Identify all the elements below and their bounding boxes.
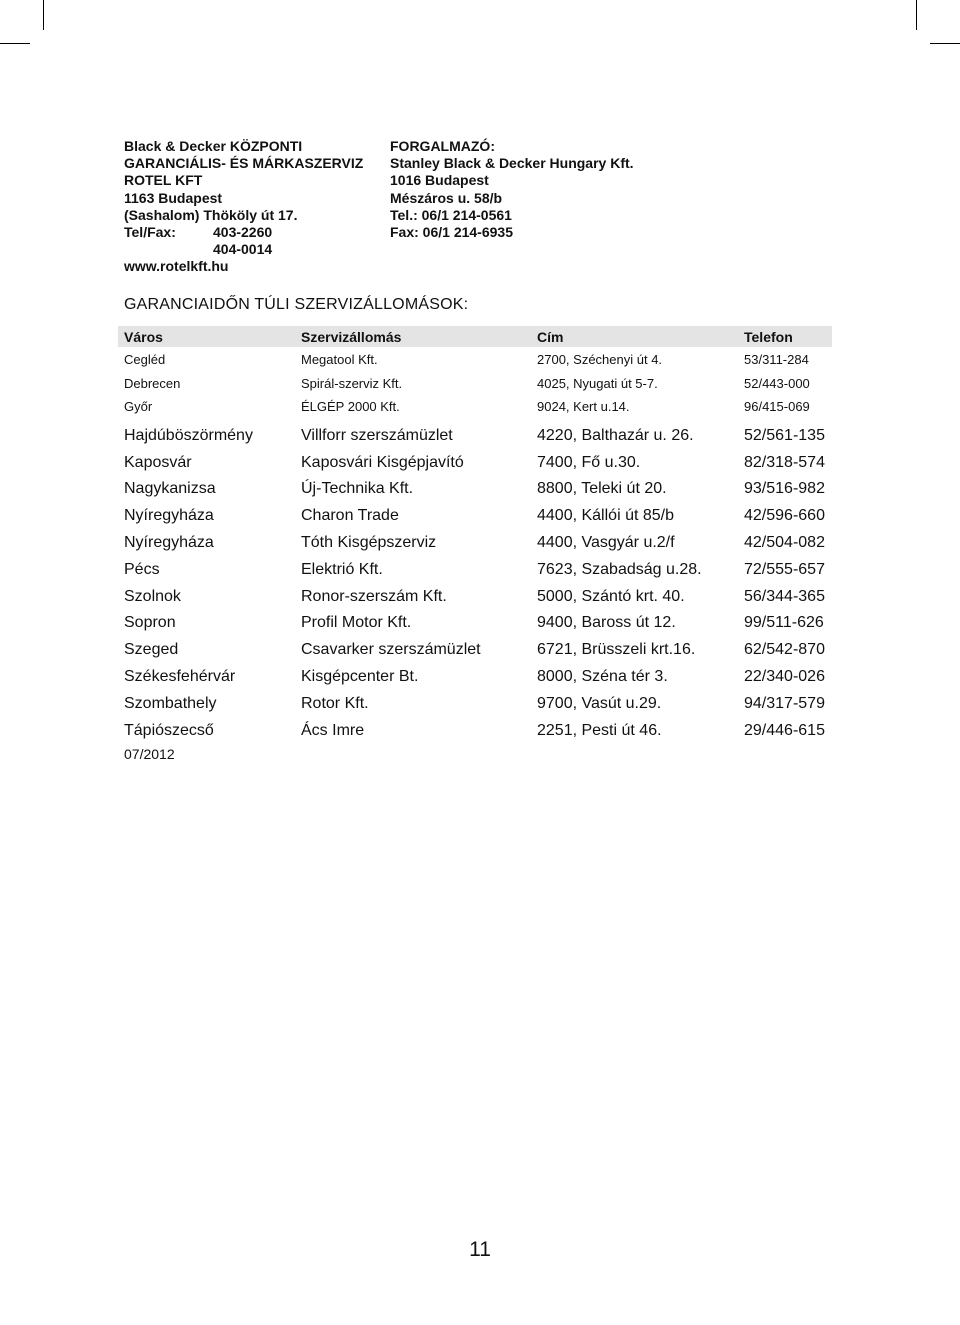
table-row (118, 556, 832, 583)
cell-phone: 94/317-579 (744, 694, 825, 712)
cell-phone: 52/443-000 (744, 375, 810, 391)
crop-mark (930, 43, 960, 44)
company-line: ROTEL KFT (124, 172, 203, 189)
distributor-label: FORGALMAZÓ: (390, 138, 495, 154)
table-row (118, 664, 832, 691)
telfax-label: Tel/Fax: (124, 224, 176, 241)
company-line: Stanley Black & Decker Hungary Kft. (390, 155, 634, 172)
address-line: 1163 Budapest (124, 189, 223, 206)
cell-city: Nyíregyháza (124, 507, 214, 525)
cell-phone: 93/516-982 (744, 480, 825, 498)
cell-address: 9400, Baross út 12. (537, 614, 676, 632)
crop-mark (0, 43, 30, 44)
table-row (118, 583, 832, 610)
table-row (118, 476, 832, 503)
cell-service: Charon Trade (301, 507, 399, 525)
cell-city: Nyíregyháza (124, 534, 214, 552)
table-row (118, 395, 832, 419)
crop-mark (916, 0, 917, 30)
cell-phone: 42/596-660 (744, 507, 825, 525)
cell-phone: 29/446-615 (744, 721, 825, 739)
crop-mark (43, 0, 44, 30)
cell-address: 4400, Kállói út 85/b (537, 507, 674, 525)
header-phone: Telefon (744, 328, 793, 345)
cell-phone: 82/318-574 (744, 453, 825, 471)
table-row (118, 530, 832, 557)
cell-service: Kaposvári Kisgépjavító (301, 453, 464, 471)
cell-city: Hajdúböszörmény (124, 426, 253, 444)
header-service: Szervizállomás (301, 328, 402, 345)
cell-address: 4400, Vasgyár u.2/f (537, 534, 675, 552)
cell-phone: 56/344-365 (744, 587, 825, 605)
cell-city: Nagykanizsa (124, 480, 216, 498)
cell-service: Tóth Kisgépszerviz (301, 534, 437, 552)
header-city: Város (124, 328, 163, 345)
cell-service: Ács Imre (301, 721, 365, 739)
address-line: 1016 Budapest (390, 172, 489, 189)
cell-service: Csavarker szerszámüzlet (301, 641, 481, 659)
table-row (118, 423, 832, 450)
telfax-number: 403-2260 (213, 224, 273, 241)
company-line: GARANCIÁLIS- ÉS MÁRKASZERVIZ (124, 155, 364, 172)
cell-city: Kaposvár (124, 453, 192, 471)
cell-city: Debrecen (124, 375, 181, 391)
cell-city: Tápiószecső (124, 721, 214, 739)
cell-phone: 72/555-657 (744, 560, 825, 578)
address-line: Mészáros u. 58/b (390, 189, 503, 206)
company-line: Black & Decker KÖZPONTI (124, 138, 303, 154)
table-header (118, 326, 832, 347)
cell-address: 4025, Nyugati út 5-7. (537, 375, 658, 391)
cell-city: Szolnok (124, 587, 181, 605)
cell-service: Ronor-szerszám Kft. (301, 587, 447, 605)
page-number: 11 (469, 1238, 491, 1261)
cell-service: ÉLGÉP 2000 Kft. (301, 399, 400, 415)
cell-phone: 53/311-284 (744, 352, 809, 368)
cell-phone: 99/511-626 (744, 614, 824, 632)
cell-phone: 22/340-026 (744, 668, 825, 686)
cell-address: 9700, Vasút u.29. (537, 694, 662, 712)
section-title: GARANCIAIDŐN TÚLI SZERVIZÁLLOMÁSOK: (124, 296, 469, 313)
table-row (118, 372, 832, 396)
cell-service: Új-Technika Kft. (301, 480, 414, 498)
cell-address: 4220, Balthazár u. 26. (537, 426, 694, 444)
cell-service: Rotor Kft. (301, 694, 369, 712)
cell-address: 7623, Szabadság u.28. (537, 560, 702, 578)
cell-phone: 52/561-135 (744, 426, 825, 444)
cell-city: Székesfehérvár (124, 668, 236, 686)
document-date: 07/2012 (124, 746, 175, 762)
cell-city: Cegléd (124, 352, 166, 368)
fax-line: Fax: 06/1 214-6935 (390, 224, 513, 241)
address-line: (Sashalom) Thököly út 17. (124, 206, 298, 223)
table-row (118, 449, 832, 476)
cell-city: Sopron (124, 614, 176, 632)
telfax-number: 404-0014 (213, 241, 273, 258)
cell-service: Kisgépcenter Bt. (301, 668, 419, 686)
cell-address: 9024, Kert u.14. (537, 399, 630, 415)
distributor-contact (390, 138, 634, 241)
cell-address: 2700, Széchenyi út 4. (537, 352, 663, 368)
cell-address: 8000, Széna tér 3. (537, 668, 668, 686)
table-row (118, 348, 832, 372)
cell-address: 7400, Fő u.30. (537, 453, 641, 471)
table-row (118, 610, 832, 637)
table-row (118, 717, 832, 744)
cell-service: Profil Motor Kft. (301, 614, 412, 632)
cell-address: 5000, Szántó krt. 40. (537, 587, 685, 605)
telfax-line (124, 224, 363, 241)
website-link[interactable]: www.rotelkft.hu (124, 258, 229, 275)
table-row (118, 503, 832, 530)
cell-phone: 42/504-082 (744, 534, 825, 552)
cell-phone: 62/542-870 (744, 641, 825, 659)
cell-service: Spirál-szerviz Kft. (301, 375, 403, 391)
table-row (118, 637, 832, 664)
cell-city: Szombathely (124, 694, 217, 712)
cell-city: Győr (124, 399, 153, 415)
cell-service: Elektrió Kft. (301, 560, 383, 578)
cell-phone: 96/415-069 (744, 399, 810, 415)
cell-service: Villforr szerszámüzlet (301, 426, 453, 444)
cell-address: 6721, Brüsszeli krt.16. (537, 641, 696, 659)
header-address: Cím (537, 328, 564, 345)
central-service-contact (124, 138, 363, 276)
cell-city: Szeged (124, 641, 179, 659)
cell-address: 8800, Teleki út 20. (537, 480, 667, 498)
cell-city: Pécs (124, 560, 160, 578)
service-stations-table (118, 326, 832, 744)
cell-service: Megatool Kft. (301, 352, 378, 368)
phone-line: Tel.: 06/1 214-0561 (390, 206, 512, 223)
table-row (118, 690, 832, 717)
cell-address: 2251, Pesti út 46. (537, 721, 662, 739)
